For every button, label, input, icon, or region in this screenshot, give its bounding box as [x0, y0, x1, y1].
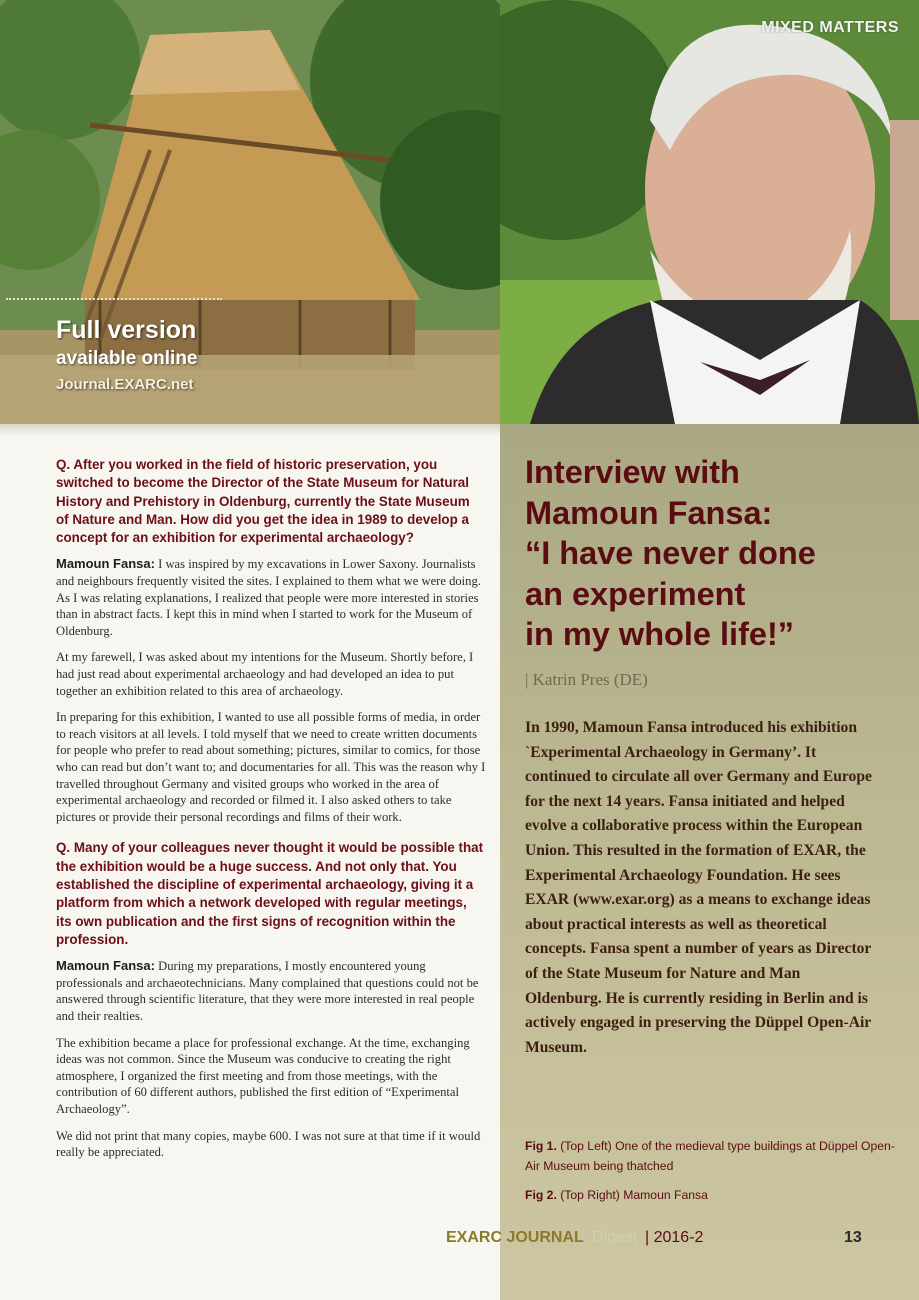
photo-portrait: [500, 0, 919, 424]
figure-caption-text: (Top Left) One of the medieval type buildings at Düppel Open-Air Museum being thatched: [525, 1139, 895, 1173]
article-title: [525, 452, 905, 655]
speaker-name: Mamoun Fansa:: [56, 556, 155, 572]
title-line: Interview with: [525, 454, 740, 490]
answer-1-paragraph-3: In preparing for this exhibition, I wanted to use all possible forms of media, in order to reach visitors at all levels. I told myself that we need to create written documents for people who prefer to read about something; pictures, similar to comics, for those who can read but don’t want to; and documentaries for all. This was the reason why I travelled throughout Germany and visited groups who worked in the area of experimental archaeology and recorded or filmed it. I also asked others to take pictures or provide their personal recordings and films of their work.: [56, 710, 486, 824]
figure-label: Fig 2.: [525, 1188, 557, 1202]
page-number: 13: [844, 1229, 862, 1246]
figure-caption-1: [525, 1137, 905, 1176]
answer-1-paragraph-1: [56, 556, 486, 639]
left-shadow-band: [0, 424, 500, 436]
question-2: Q. Many of your colleagues never thought it would be possible that the exhibition would be a huge success. And not only that. You established the discipline of experimental archaeology, giving it a platform from which a network developed with regular meetings, its own publication and the first signs of recognition within the profession.: [56, 840, 484, 947]
title-line: in my whole life!”: [525, 616, 795, 652]
figure-label: Fig 1.: [525, 1139, 557, 1153]
answer-2-paragraph-1: [56, 958, 486, 1024]
answer-2-text: During my preparations, I mostly encountered young professionals and archaeotechnicians. Many complained that questions could not be answered through scientific literature, that they were more interested in real people and their realties.: [56, 959, 479, 1023]
title-line: Mamoun Fansa:: [525, 494, 773, 531]
full-version-title: Full version: [56, 316, 197, 344]
answer-1-paragraph-2: At my farewell, I was asked about my intentions for the Museum. Shortly before, I had just read about experimental archaeology and had developed an idea to put together an exhibition related to this area of archaeology.: [56, 650, 474, 698]
intro-paragraph: In 1990, Mamoun Fansa introduced his exhibition `Experimental Archaeology in Germany’. It continued to circulate all over Germany and Europe for the next 14 years. Fansa initiated and helped evolve a collaborative process within the European Union. This resulted in the formation of EXAR, the Experimental Archaeology Foundation. He sees EXAR (www.exar.org) as a means to exchange ideas about practical interests as well as theoretical concepts. Fansa spent a number of years as Director of the State Museum for Nature and Man Oldenburg. He is currently residing in Berlin and is actively engaged in preserving the Düppel Open-Air Museum.: [525, 719, 872, 1056]
question-1: Q. After you worked in the field of historic preservation, you switched to become the Director of the State Museum for Natural History and Prehistory in Oldenburg, currently the State Museum of Nature and Man. How did you get the idea in 1989 to develop a concept for an exhibition for experimental archaeology?: [56, 457, 470, 546]
answer-2-paragraph-2: The exhibition became a place for professional exchange. At the time, exchanging ideas was not common. Since the Museum was conducive to creating the right atmosphere, I organized the first meeting and from those meetings, with the contribution of 60 different authors, published the first edition of “Experimental Archaeology”.: [56, 1035, 470, 1116]
title-line: an experiment: [525, 575, 746, 612]
section-label: MIXED MATTERS: [761, 19, 899, 36]
footer-journal-name: EXARC JOURNAL: [446, 1229, 584, 1246]
figure-caption-2: [525, 1186, 905, 1206]
dotted-divider: [6, 298, 222, 300]
author-byline: | Katrin Pres (DE): [525, 670, 648, 689]
title-line: “I have never done: [525, 535, 816, 571]
footer-issue: | 2016-2: [645, 1229, 704, 1246]
footer-digest: Digest: [592, 1229, 638, 1246]
journal-link[interactable]: Journal.EXARC.net: [56, 376, 194, 393]
speaker-name: Mamoun Fansa:: [56, 958, 155, 974]
figure-caption-text: (Top Right) Mamoun Fansa: [556, 1188, 708, 1202]
full-version-subtitle: available online: [56, 348, 198, 369]
answer-2-paragraph-3: We did not print that many copies, maybe 600. I was not sure at that time if it would really be appreciated.: [56, 1128, 481, 1160]
photo-thatched-building: [0, 0, 500, 424]
portrait-illustration: [500, 0, 919, 424]
interview-column: [56, 456, 486, 1171]
intro-panel: [500, 424, 919, 1300]
answer-1-text: I was inspired by my excavations in Lower Saxony. Journalists and neighbours frequently visited the sites. I explained to them what we were doing. As I was relating explanations, I realized that people were more interested in stories than in abstract facts. I kept this in mind when I started to work for the Museum of Oldenburg.: [56, 557, 481, 638]
